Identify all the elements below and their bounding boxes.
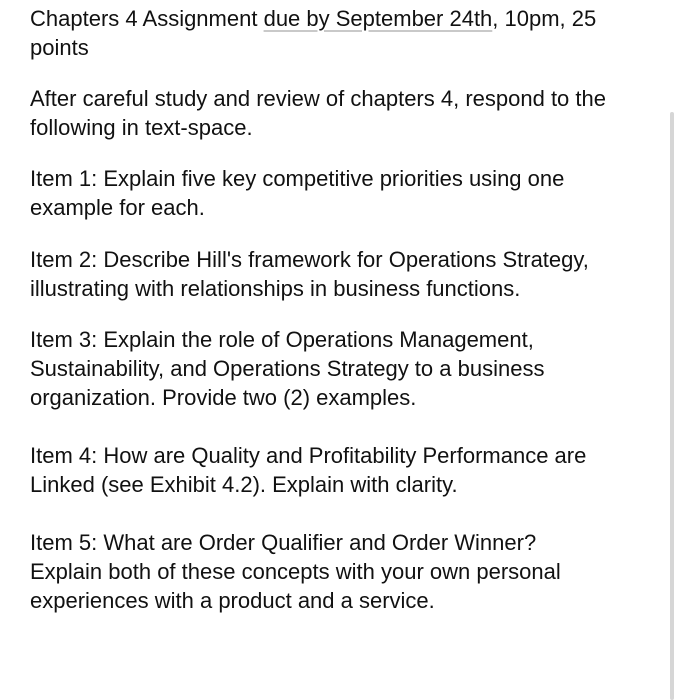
item-3-paragraph: Item 3: Explain the role of Operations Management, Sustainability, and Operations Strategy to a business organization. Provide two (2) examples. <box>30 327 545 410</box>
item-4-paragraph: Item 4: How are Quality and Profitability Performance are Linked (see Exhibit 4.2). Explain with clarity. <box>30 443 587 497</box>
heading-points: points <box>30 35 89 60</box>
due-date-text: due by September 24th <box>263 6 493 31</box>
item-2-paragraph: Item 2: Describe Hill's framework for Operations Strategy, illustrating with relationships in business functions. <box>30 247 589 301</box>
intro-paragraph: After careful study and review of chapters 4, respond to the following in text-space. <box>30 86 606 140</box>
heading-text: Chapters 4 Assignment <box>30 6 264 31</box>
assignment-document <box>30 4 660 615</box>
assignment-heading <box>30 4 660 62</box>
item-5-paragraph: Item 5: What are Order Qualifier and Order Winner? Explain both of these concepts with your own personal experiences with a product and a service. <box>30 530 561 613</box>
heading-details: , 10pm, 25 <box>492 6 597 31</box>
item-1-paragraph: Item 1: Explain five key competitive priorities using one example for each. <box>30 166 565 220</box>
vertical-scrollbar[interactable] <box>670 112 674 700</box>
